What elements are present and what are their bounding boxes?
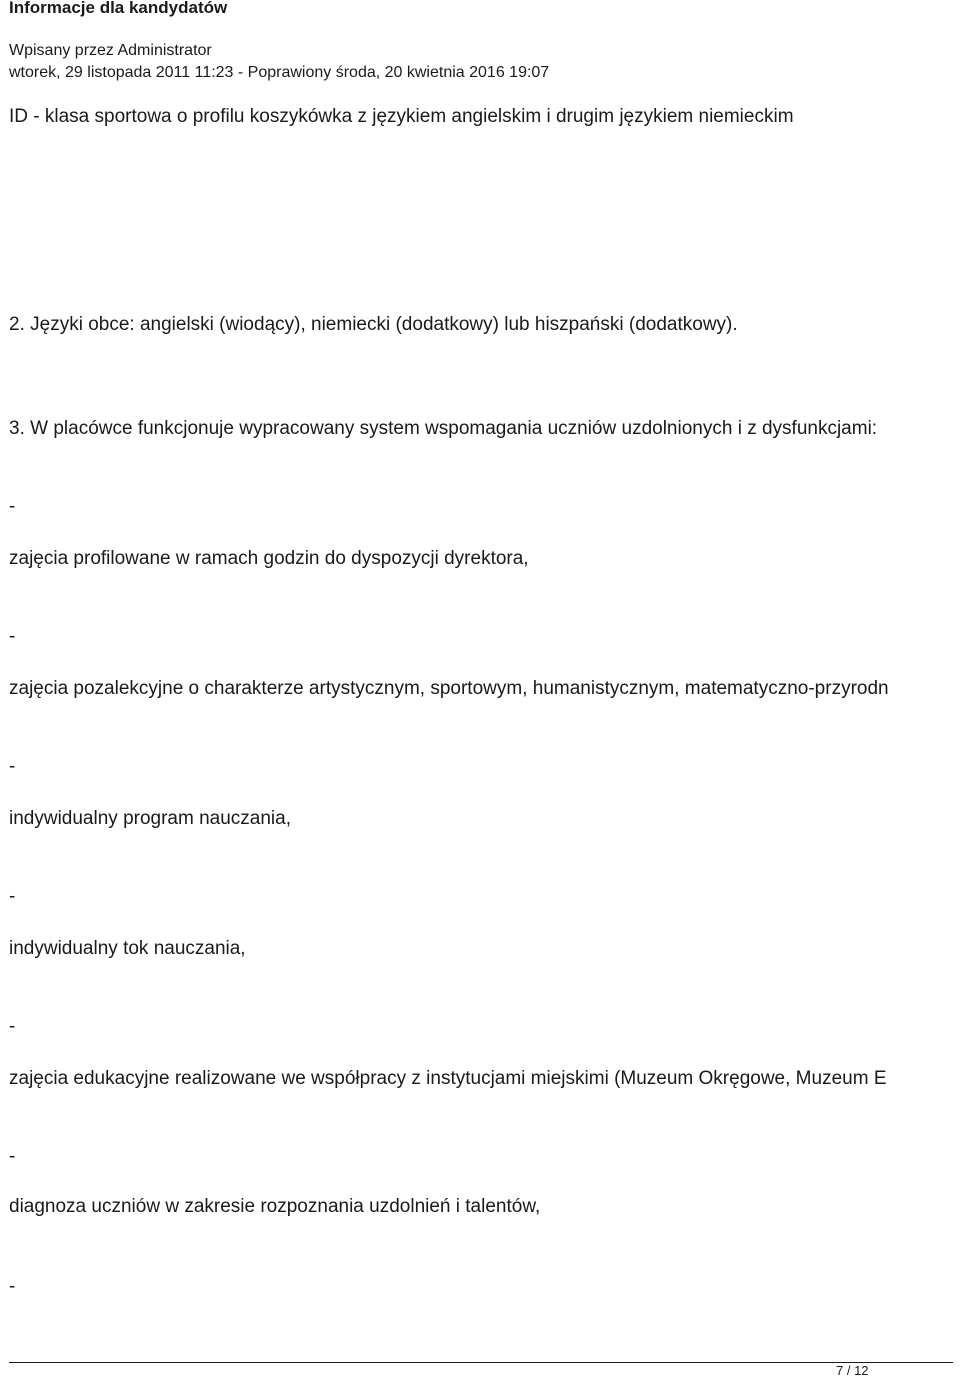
footer-divider (9, 1362, 953, 1363)
support-intro-line: 3. W placówce funkcjonuje wypracowany system wspomagania uczniów uzdolnionych i z dysfunkcjami: (9, 418, 878, 439)
list-dash: - (9, 756, 16, 777)
list-dash: - (9, 496, 16, 517)
article-title: Informacje dla kandydatów (9, 0, 228, 17)
list-dash: - (9, 886, 16, 907)
date-line: wtorek, 29 listopada 2011 11:23 - Poprawiony środa, 20 kwietnia 2016 19:07 (9, 64, 550, 81)
list-dash: - (9, 626, 16, 647)
author-line: Wpisany przez Administrator (9, 42, 212, 59)
list-dash: - (9, 1016, 16, 1037)
list-item: zajęcia edukacyjne realizowane we współpracy z instytucjami miejskimi (Muzeum Okręgowe, Muzeum E (9, 1068, 887, 1089)
list-dash: - (9, 1146, 16, 1167)
list-item: indywidualny tok nauczania, (9, 938, 246, 959)
list-item: diagnoza uczniów w zakresie rozpoznania uzdolnień i talentów, (9, 1196, 541, 1217)
class-profile-line: ID - klasa sportowa o profilu koszykówka z językiem angielskim i drugim językiem niemieckim (9, 106, 794, 127)
list-item: zajęcia profilowane w ramach godzin do dyspozycji dyrektora, (9, 548, 529, 569)
list-item: zajęcia pozalekcyjne o charakterze artystycznym, sportowym, humanistycznym, matematyczno-przyrodn (9, 678, 889, 699)
list-item: indywidualny program nauczania, (9, 808, 291, 829)
languages-line: 2. Języki obce: angielski (wiodący), niemiecki (dodatkowy) lub hiszpański (dodatkowy). (9, 314, 738, 335)
list-dash: - (9, 1276, 16, 1297)
page-number: 7 / 12 (836, 1363, 869, 1378)
